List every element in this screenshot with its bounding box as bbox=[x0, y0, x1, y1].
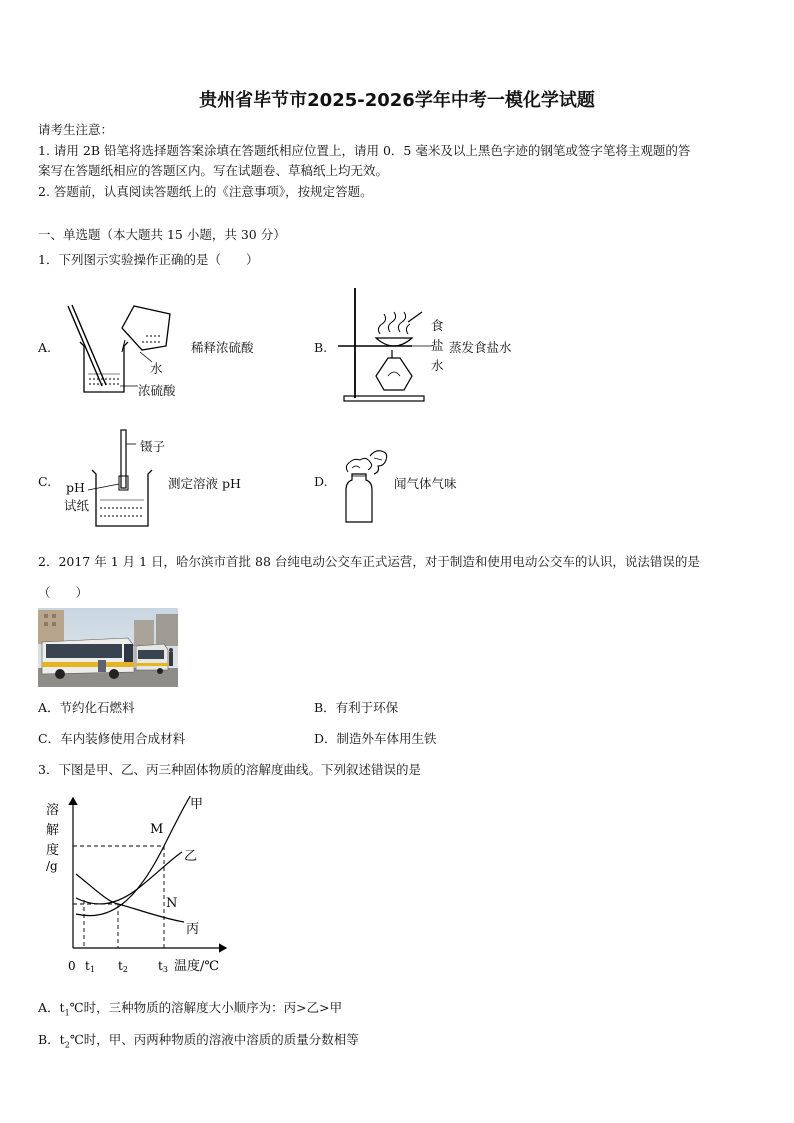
label-salt-2: 盐 bbox=[431, 338, 444, 353]
question-2-stem-line-1: 2．2017 年 1 月 1 日，哈尔滨市首批 88 台纯电动公交车正式运营，对于制造和使用电动公交车的认识，说法错误的是 bbox=[38, 554, 700, 569]
q1-option-c-caption: 测定溶液 pH bbox=[168, 476, 241, 491]
curve-label-bing: 丙 bbox=[186, 922, 200, 937]
evaporate-figure bbox=[338, 286, 438, 406]
solubility-curve-graph bbox=[40, 790, 240, 980]
smell-gas-figure bbox=[336, 446, 396, 528]
notice-item-2: 2. 答题前，认真阅读答题纸上的《注意事项》，按规定答题。 bbox=[38, 184, 373, 199]
x-origin-label: 0 bbox=[68, 959, 76, 973]
section-heading: 一、单选题（本大题共 15 小题，共 30 分） bbox=[38, 227, 286, 242]
x-tick-t1: t1 bbox=[85, 959, 95, 974]
y-label-char-3: 度 bbox=[46, 843, 60, 858]
y-label-char-1: 溶 bbox=[46, 803, 60, 818]
label-tweezers: 镊子 bbox=[140, 439, 166, 454]
label-salt-1: 食 bbox=[431, 318, 444, 333]
q1-option-d-caption: 闻气体气味 bbox=[394, 476, 457, 491]
q1-option-b-letter: B. bbox=[314, 340, 328, 355]
q1-option-b-caption: 蒸发食盐水 bbox=[449, 340, 512, 355]
q2-option-c: C．车内装修使用合成材料 bbox=[38, 731, 186, 746]
curve-label-jia: 甲 bbox=[190, 797, 204, 812]
label-ph: pH bbox=[66, 480, 85, 495]
q3-option-a: A．$t_1℃$时，三种物质的溶解度大小顺序为：丙>乙>甲 bbox=[38, 1000, 343, 1018]
notice-item-1-line-1: 1. 请用 2B 铅笔将选择题答案涂填在答题纸相应位置上，请用 0．5 毫米及以上黑色字迹的钢笔或签字笔将主观题的答 bbox=[38, 143, 691, 158]
notice-item-1-line-2: 案写在答题纸相应的答题区内。写在试题卷、草稿纸上均无效。 bbox=[38, 163, 389, 178]
q1-option-a-letter: A. bbox=[38, 340, 52, 355]
q1-option-a-caption: 稀释浓硫酸 bbox=[191, 340, 254, 355]
label-test-paper: 试纸 bbox=[64, 498, 90, 513]
label-water: 水 bbox=[150, 361, 163, 376]
q1-option-c-letter: C. bbox=[38, 474, 52, 489]
q1-option-d-letter: D. bbox=[314, 474, 328, 489]
x-tick-t3: t3 bbox=[158, 959, 168, 974]
q2-option-b: B．有利于环保 bbox=[314, 700, 399, 715]
question-1-stem: 1．下列图示实验操作正确的是（ ） bbox=[38, 252, 259, 267]
q2-option-a: A．节约化石燃料 bbox=[38, 700, 135, 715]
x-axis-label: 温度/℃ bbox=[174, 959, 219, 974]
label-salt-3: 水 bbox=[431, 358, 444, 373]
y-label-unit: /g bbox=[46, 859, 58, 873]
q2-option-d: D．制造外车体用生铁 bbox=[314, 731, 437, 746]
bus-photo bbox=[38, 608, 178, 687]
notice-heading: 请考生注意： bbox=[38, 122, 114, 137]
point-label-m: M bbox=[150, 822, 164, 837]
q3-option-b: B．$t_2℃$时，甲、丙两种物质的溶液中溶质的质量分数相等 bbox=[38, 1032, 359, 1050]
page-title: 贵州省毕节市2025-2026学年中考一模化学试题 bbox=[199, 90, 595, 111]
label-conc-acid: 浓硫酸 bbox=[138, 383, 176, 398]
question-2-stem-line-2: （ ） bbox=[38, 585, 89, 600]
question-3-stem: 3．下图是甲、乙、丙三种固体物质的溶解度曲线。下列叙述错误的是 bbox=[38, 762, 421, 777]
x-tick-t2: t2 bbox=[118, 959, 128, 974]
curve-label-yi: 乙 bbox=[184, 849, 198, 864]
point-label-n: N bbox=[166, 896, 178, 911]
y-label-char-2: 解 bbox=[46, 823, 60, 838]
